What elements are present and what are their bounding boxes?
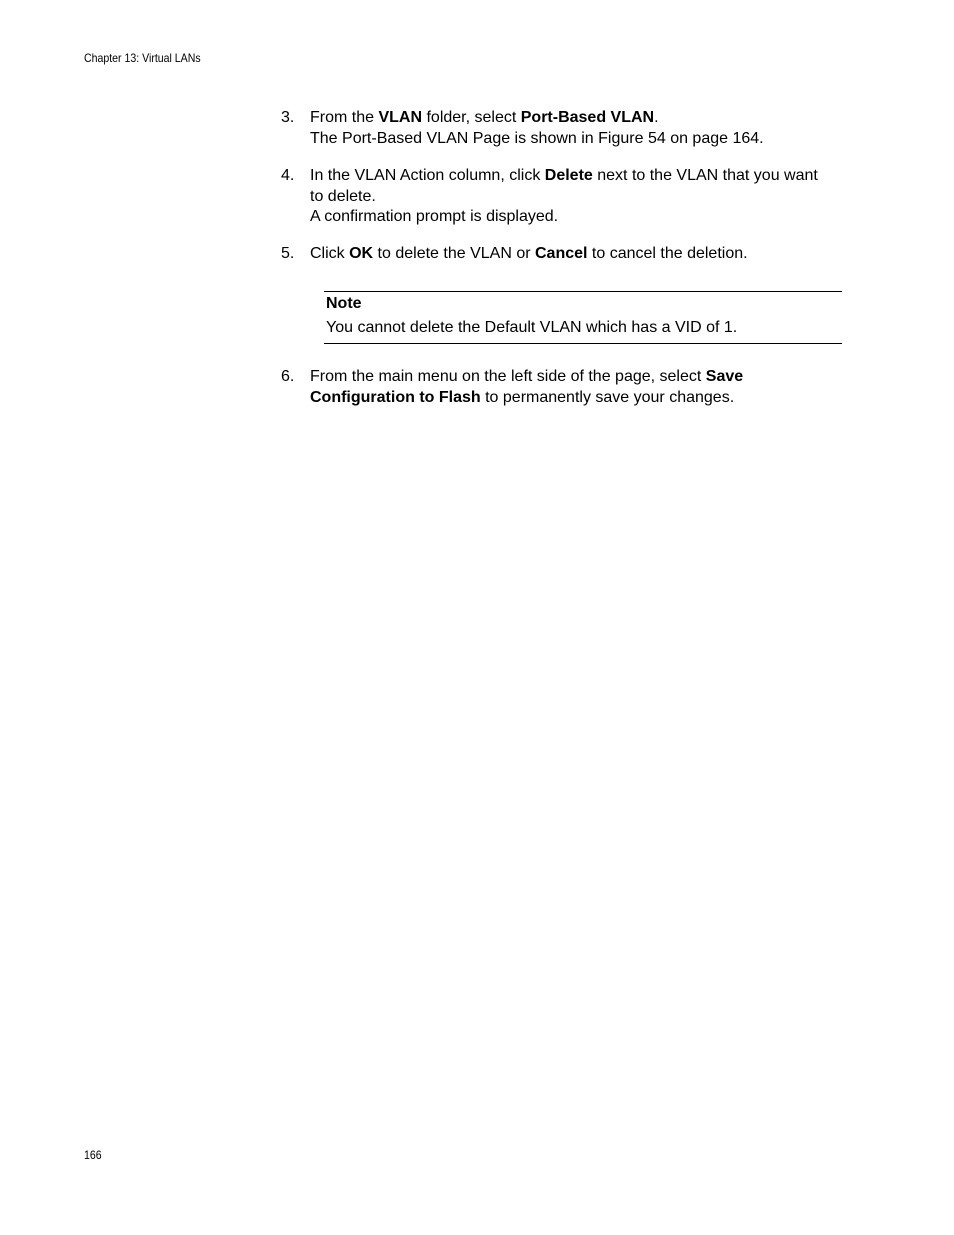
text: From the xyxy=(310,109,379,126)
page-number: 166 xyxy=(84,1148,102,1162)
text: From the main menu on the left side of the page, select xyxy=(310,368,706,385)
text: In the VLAN Action column, click xyxy=(310,167,545,184)
step-number: 3. xyxy=(281,109,295,126)
ui-term-delete: Delete xyxy=(544,167,593,184)
step-instruction xyxy=(310,166,821,207)
note-title: Note xyxy=(326,295,362,312)
step-result: A confirmation prompt is displayed. xyxy=(310,208,559,225)
text: to permanently save your changes. xyxy=(480,388,735,406)
step-4 xyxy=(281,166,821,228)
ui-term-ok: OK xyxy=(349,245,374,262)
ui-term-vlan: VLAN xyxy=(378,109,423,126)
step-body xyxy=(310,108,821,149)
step-instruction xyxy=(310,244,821,265)
step-body xyxy=(310,367,821,408)
text: to cancel the deletion. xyxy=(587,245,748,262)
ui-term-save-configuration-to-flash: Save Configuration to Flash xyxy=(310,368,744,406)
text: next to the VLAN that you want to delete. xyxy=(310,167,818,205)
step-5 xyxy=(281,244,821,265)
running-header: Chapter 13: Virtual LANs xyxy=(84,51,201,65)
step-number: 6. xyxy=(281,368,295,385)
step-3 xyxy=(281,108,821,149)
step-6 xyxy=(281,367,821,408)
step-body xyxy=(310,166,821,228)
step-instruction xyxy=(310,367,821,408)
step-instruction xyxy=(310,108,821,129)
ui-term-cancel: Cancel xyxy=(534,245,588,262)
text: . xyxy=(654,109,659,126)
note-text: You cannot delete the Default VLAN which has a VID of 1. xyxy=(326,319,738,336)
note-box xyxy=(324,291,842,344)
text: folder, select xyxy=(422,109,521,126)
step-number: 5. xyxy=(281,245,295,262)
ui-term-port-based-vlan: Port-Based VLAN xyxy=(520,109,655,126)
step-body xyxy=(310,244,821,265)
text: Click xyxy=(310,245,350,262)
text: to delete the VLAN or xyxy=(373,245,535,262)
step-result: The Port-Based VLAN Page is shown in Figure 54 on page 164. xyxy=(310,129,764,147)
step-number: 4. xyxy=(281,167,295,184)
